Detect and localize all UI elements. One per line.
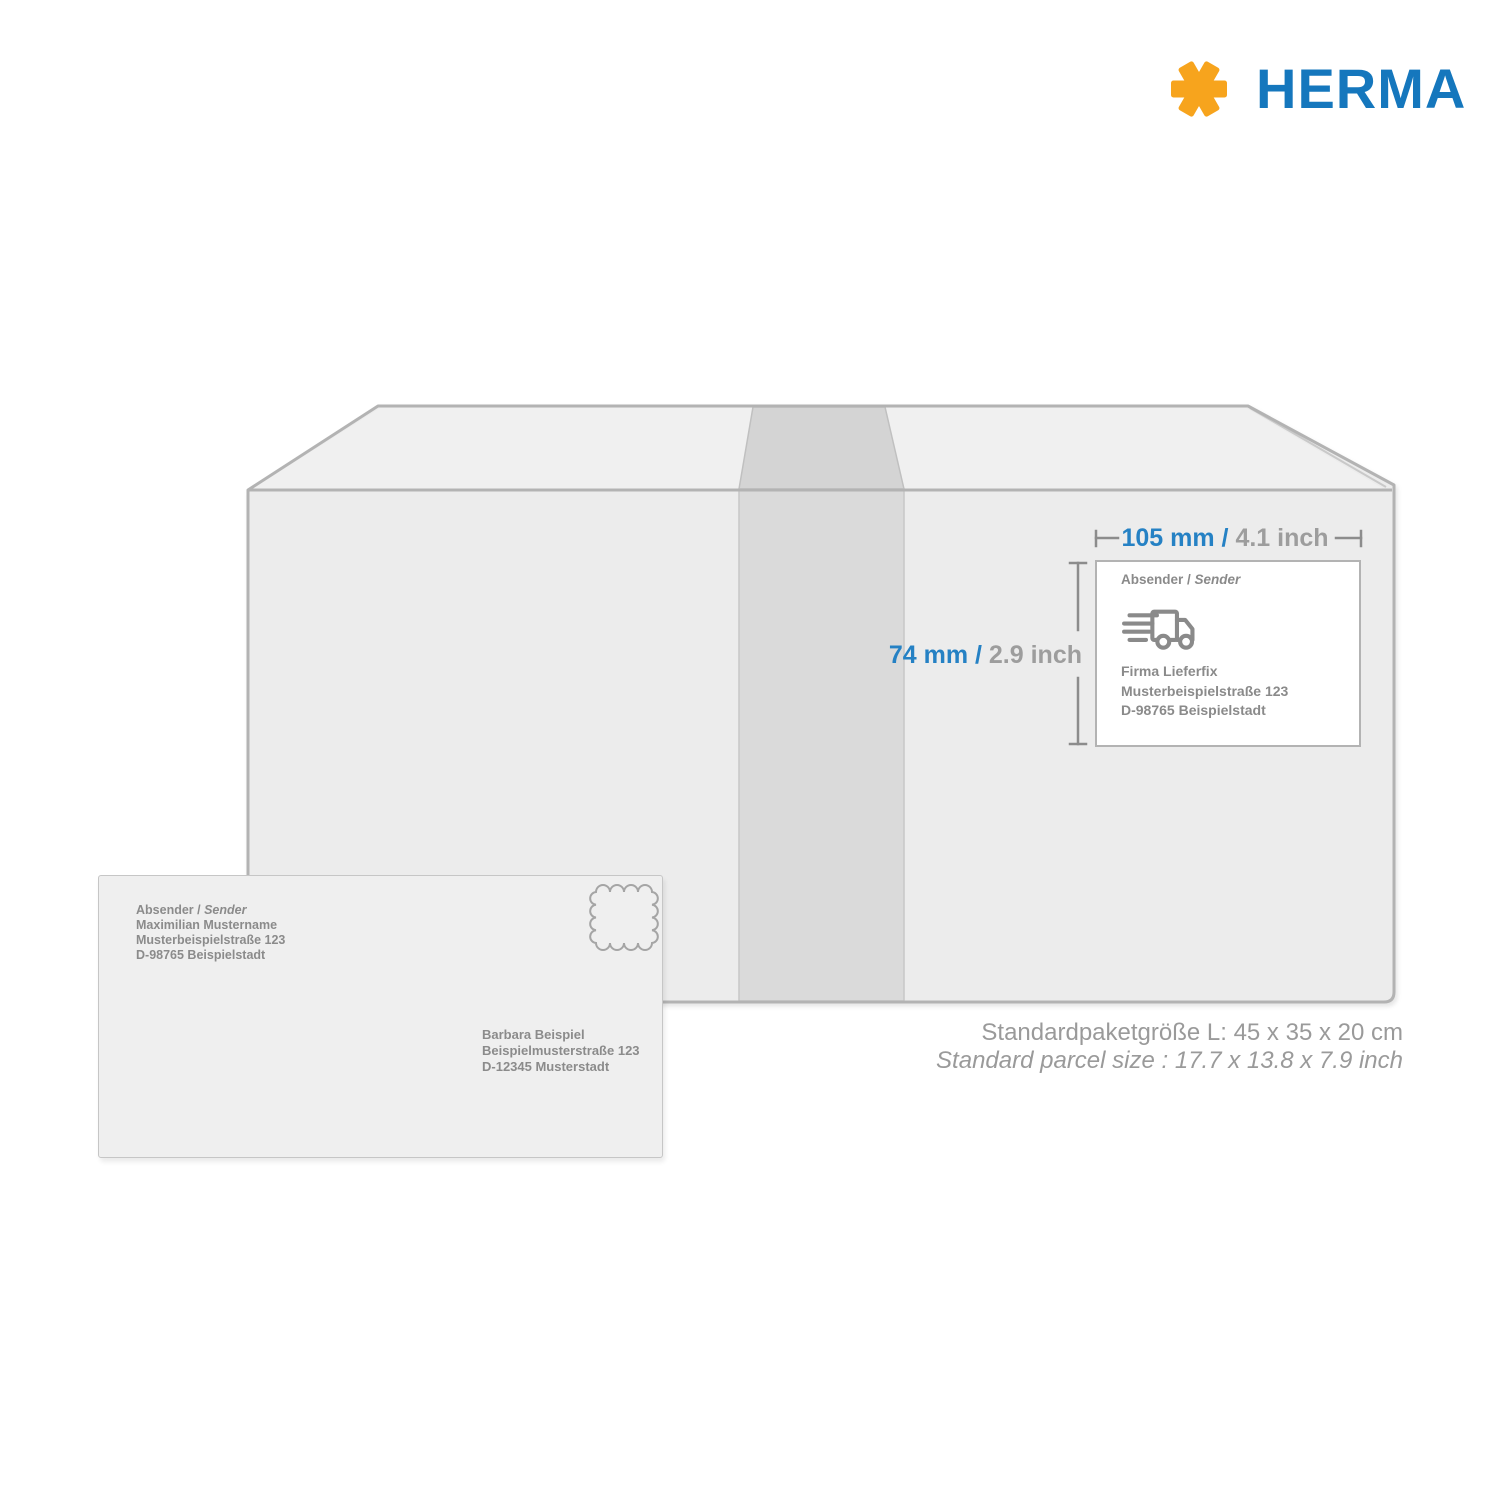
envelope-sender-block [136, 903, 285, 963]
label-sender-heading-de: Absender / [1121, 572, 1191, 587]
width-dimension-label [1110, 524, 1340, 553]
herma-wordmark: HERMA [1256, 57, 1467, 120]
width-imperial-value: 4.1 inch [1235, 524, 1329, 552]
envelope-sender-heading [136, 903, 285, 918]
envelope-sender-heading-de: Absender / [136, 903, 201, 917]
delivery-truck-icon [1115, 605, 1197, 653]
height-metric-value: 74 mm / [888, 641, 982, 669]
shipping-label [1095, 560, 1361, 747]
herma-asterisk-icon [1168, 58, 1230, 120]
label-sender-address [1121, 662, 1288, 721]
envelope-sender-line: D-98765 Beispielstadt [136, 948, 266, 962]
envelope-recipient-block [482, 1027, 640, 1075]
envelope [98, 875, 663, 1158]
label-address-line: Musterbeispielstraße 123 [1121, 682, 1289, 699]
parcel-size-metric: Standardpaketgröße L: 45 x 35 x 20 cm [981, 1019, 1403, 1046]
envelope-recipient-line: Barbara Beispiel [482, 1027, 585, 1042]
box-tape-top [739, 407, 904, 489]
herma-logo [1168, 58, 1466, 120]
envelope-recipient-line: D-12345 Musterstadt [482, 1059, 610, 1074]
envelope-sender-line: Maximilian Mustername [136, 918, 278, 932]
height-imperial-value: 2.9 inch [988, 641, 1082, 669]
label-sender-heading-en: Sender [1194, 572, 1241, 587]
label-address-line: D-98765 Beispielstadt [1121, 702, 1266, 718]
height-dimension-label [856, 641, 1082, 670]
parcel-size-imperial: Standard parcel size : 17.7 x 13.8 x 7.9 inch [936, 1047, 1403, 1074]
envelope-sender-line: Musterbeispielstraße 123 [136, 933, 286, 947]
label-address-line: Firma Lieferfix [1121, 663, 1218, 679]
envelope-sender-heading-en: Sender [204, 903, 247, 917]
parcel-size-caption [900, 1019, 1403, 1075]
width-metric-value: 105 mm / [1121, 524, 1229, 552]
envelope-recipient-line: Beispielmusterstraße 123 [482, 1043, 640, 1058]
box-tape-front [739, 489, 904, 1001]
postage-stamp-icon [588, 884, 660, 951]
label-sender-heading [1121, 572, 1240, 587]
